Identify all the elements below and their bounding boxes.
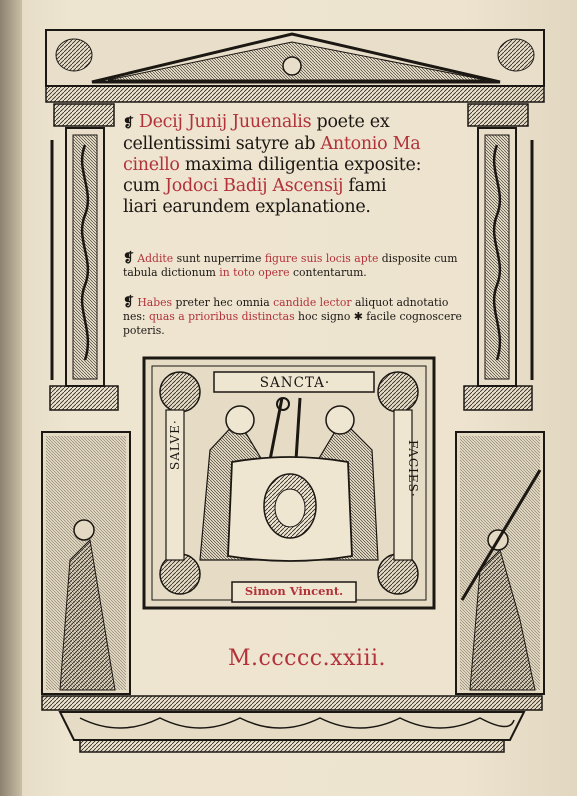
right-woodcut-panel: [456, 432, 544, 694]
title-text: cum: [123, 176, 166, 196]
title-line-3: [123, 155, 458, 176]
title-text: cellentissimi satyre ab: [123, 134, 321, 154]
commentator-name: cinello: [123, 155, 180, 175]
black-text: aliquot adnotatio nes:: [123, 296, 449, 323]
red-text: Habes: [137, 296, 173, 309]
title-text: poete ex: [311, 112, 390, 132]
red-text: Addite: [137, 252, 174, 265]
additions-paragraph: [123, 252, 463, 280]
left-woodcut-panel: [42, 432, 130, 694]
commentator-name: Jodoci Badij Ascensij: [165, 176, 344, 196]
red-text: quas a prioribus distinctas: [148, 310, 295, 323]
author-name: Decij Junij Juuenalis: [138, 112, 312, 132]
title-line-2: [123, 134, 458, 155]
black-text: disposite cum tabula dictionum: [123, 252, 458, 279]
black-text: sunt nuperrime: [173, 252, 265, 265]
pilcrow-icon: ❡: [123, 295, 134, 310]
annotations-paragraph: [123, 296, 463, 338]
title-block: [123, 112, 458, 218]
pediment: [46, 30, 544, 102]
central-woodcut: [144, 358, 434, 608]
red-text: candide lector: [273, 296, 352, 309]
pilcrow-icon: ❡: [123, 251, 134, 266]
red-text: figure suis locis apte: [264, 252, 379, 265]
title-text: maxima diligentia exposite:: [179, 155, 422, 175]
woodcut-right-label: FACIES·: [406, 440, 420, 498]
title-text: liari earundem explanatione.: [123, 197, 371, 217]
pilcrow-icon: ❡: [123, 116, 134, 131]
base-plinth: [42, 696, 542, 752]
red-text: in toto opere: [219, 266, 290, 279]
woodcut-left-label: SALVE·: [168, 419, 182, 470]
title-line-1: [123, 112, 458, 134]
black-text: contentarum.: [289, 266, 367, 279]
right-column: [464, 104, 532, 410]
black-text: hoc signo ✱ facile cognoscere poteris.: [123, 310, 462, 337]
imprint-date: M.ccccc.xxiii.: [228, 646, 387, 671]
left-column: [50, 104, 118, 410]
printer-caption: Simon Vincent.: [244, 584, 344, 598]
title-line-5: [123, 197, 458, 218]
black-text: preter hec omnia: [172, 296, 274, 309]
title-text: fami: [343, 176, 387, 196]
commentator-name: Antonio Ma: [320, 134, 421, 154]
title-line-4: [123, 176, 458, 197]
woodcut-top-label: SANCTA·: [259, 375, 331, 391]
